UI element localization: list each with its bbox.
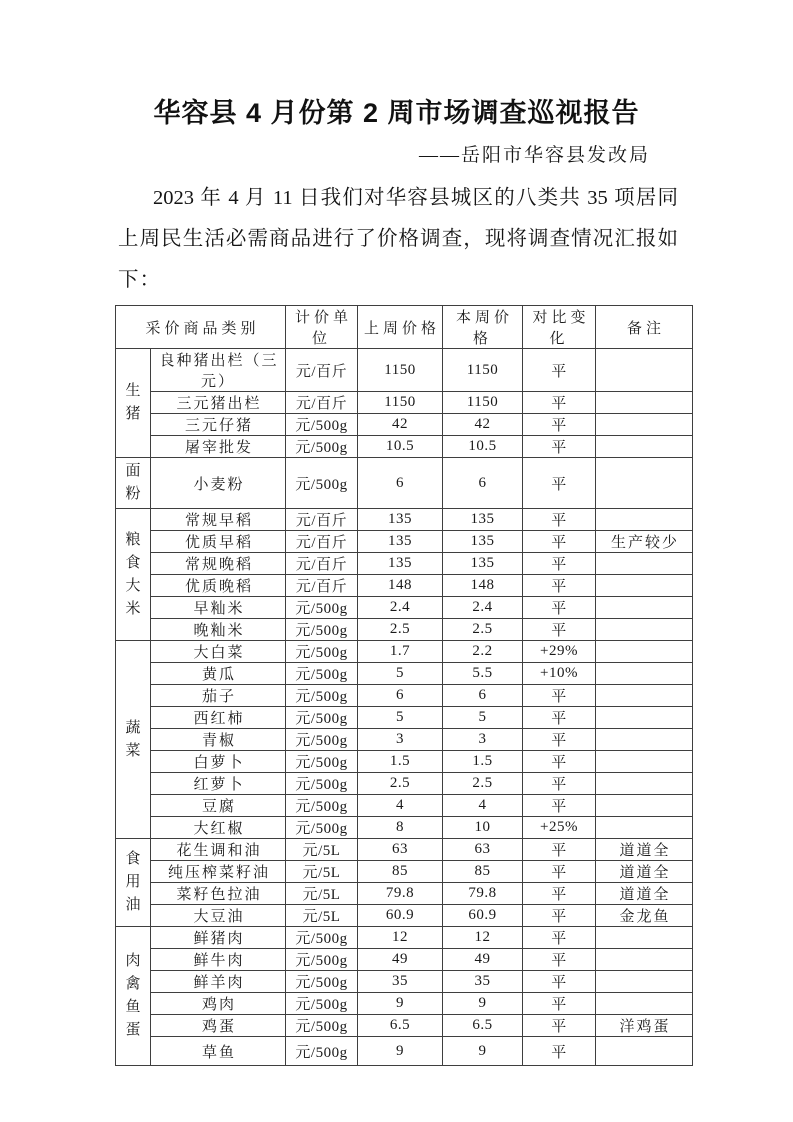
- unit-cell: 元/500g: [286, 597, 358, 619]
- unit-cell: 元/百斤: [286, 553, 358, 575]
- this-week-cell: 49: [443, 949, 523, 971]
- note-cell: [596, 949, 693, 971]
- note-cell: 洋鸡蛋: [596, 1015, 693, 1037]
- unit-cell: 元/500g: [286, 619, 358, 641]
- table-row: [116, 971, 693, 993]
- table-row: [116, 436, 693, 458]
- note-cell: [596, 575, 693, 597]
- category-cell: 肉 禽 鱼 蛋: [116, 927, 151, 1066]
- table-row: [116, 349, 693, 392]
- note-cell: 生产较少: [596, 531, 693, 553]
- unit-cell: 元/5L: [286, 861, 358, 883]
- this-week-cell: 85: [443, 861, 523, 883]
- last-week-cell: 35: [358, 971, 443, 993]
- last-week-cell: 9: [358, 993, 443, 1015]
- table-row: [116, 773, 693, 795]
- category-cell: 生 猪: [116, 349, 151, 458]
- table-row: [116, 993, 693, 1015]
- item-cell: 白萝卜: [151, 751, 286, 773]
- last-week-cell: 148: [358, 575, 443, 597]
- table-row: [116, 949, 693, 971]
- unit-cell: 元/500g: [286, 436, 358, 458]
- unit-cell: 元/百斤: [286, 531, 358, 553]
- change-cell: 平: [523, 905, 596, 927]
- table-row: [116, 795, 693, 817]
- unit-cell: 元/500g: [286, 458, 358, 509]
- this-week-cell: 12: [443, 927, 523, 949]
- item-cell: 鲜牛肉: [151, 949, 286, 971]
- note-cell: [596, 729, 693, 751]
- change-cell: 平: [523, 993, 596, 1015]
- table-row: [116, 458, 693, 509]
- last-week-cell: 63: [358, 839, 443, 861]
- this-week-cell: 148: [443, 575, 523, 597]
- price-table: [115, 305, 693, 1066]
- item-cell: 小麦粉: [151, 458, 286, 509]
- change-cell: 平: [523, 927, 596, 949]
- change-cell: 平: [523, 1037, 596, 1066]
- table-row: [116, 414, 693, 436]
- note-cell: [596, 349, 693, 392]
- change-cell: 平: [523, 619, 596, 641]
- table-row: [116, 751, 693, 773]
- item-cell: 常规晚稻: [151, 553, 286, 575]
- last-week-cell: 135: [358, 531, 443, 553]
- last-week-cell: 2.4: [358, 597, 443, 619]
- note-cell: [596, 414, 693, 436]
- note-cell: [596, 685, 693, 707]
- note-cell: [596, 751, 693, 773]
- unit-cell: 元/500g: [286, 663, 358, 685]
- change-cell: 平: [523, 509, 596, 531]
- last-week-cell: 79.8: [358, 883, 443, 905]
- last-week-cell: 4: [358, 795, 443, 817]
- table-row: [116, 707, 693, 729]
- note-cell: 道道全: [596, 839, 693, 861]
- note-cell: 道道全: [596, 861, 693, 883]
- last-week-cell: 10.5: [358, 436, 443, 458]
- item-cell: 豆腐: [151, 795, 286, 817]
- change-cell: 平: [523, 883, 596, 905]
- table-row: [116, 597, 693, 619]
- note-cell: [596, 641, 693, 663]
- item-cell: 常规早稻: [151, 509, 286, 531]
- item-cell: 鸡蛋: [151, 1015, 286, 1037]
- table-row: [116, 905, 693, 927]
- this-week-cell: 6: [443, 685, 523, 707]
- this-week-cell: 79.8: [443, 883, 523, 905]
- note-cell: [596, 509, 693, 531]
- this-week-cell: 2.5: [443, 773, 523, 795]
- this-week-cell: 6.5: [443, 1015, 523, 1037]
- this-week-cell: 35: [443, 971, 523, 993]
- body-line-2: 上周民生活必需商品进行了价格调查，现将调查情况汇报如: [118, 228, 678, 250]
- change-cell: 平: [523, 575, 596, 597]
- change-cell: 平: [523, 436, 596, 458]
- unit-cell: 元/500g: [286, 993, 358, 1015]
- change-cell: 平: [523, 597, 596, 619]
- unit-cell: 元/500g: [286, 641, 358, 663]
- note-cell: [596, 619, 693, 641]
- last-week-cell: 8: [358, 817, 443, 839]
- header-cell-change: 对比变化: [523, 306, 596, 349]
- last-week-cell: 6: [358, 685, 443, 707]
- unit-cell: 元/百斤: [286, 349, 358, 392]
- report-page: [0, 96, 793, 1122]
- change-cell: 平: [523, 707, 596, 729]
- header-cell-unit: 计价单位: [286, 306, 358, 349]
- unit-cell: 元/500g: [286, 685, 358, 707]
- item-cell: 大豆油: [151, 905, 286, 927]
- item-cell: 花生调和油: [151, 839, 286, 861]
- last-week-cell: 42: [358, 414, 443, 436]
- item-cell: 屠宰批发: [151, 436, 286, 458]
- change-cell: 平: [523, 1015, 596, 1037]
- body-line-3: 下：: [118, 269, 161, 291]
- note-cell: [596, 553, 693, 575]
- this-week-cell: 135: [443, 531, 523, 553]
- change-cell: +25%: [523, 817, 596, 839]
- change-cell: 平: [523, 729, 596, 751]
- table-row: [116, 927, 693, 949]
- unit-cell: 元/500g: [286, 971, 358, 993]
- note-cell: [596, 436, 693, 458]
- item-cell: 西红柿: [151, 707, 286, 729]
- this-week-cell: 1150: [443, 349, 523, 392]
- price-table-body: [116, 349, 693, 1066]
- byline: ——岳阳市华容县发改局: [418, 145, 650, 166]
- category-cell: 蔬 菜: [116, 641, 151, 839]
- this-week-cell: 60.9: [443, 905, 523, 927]
- change-cell: 平: [523, 795, 596, 817]
- last-week-cell: 5: [358, 663, 443, 685]
- last-week-cell: 6.5: [358, 1015, 443, 1037]
- table-row: [116, 509, 693, 531]
- item-cell: 黄瓜: [151, 663, 286, 685]
- unit-cell: 元/500g: [286, 927, 358, 949]
- table-row: [116, 531, 693, 553]
- change-cell: 平: [523, 414, 596, 436]
- note-cell: [596, 663, 693, 685]
- last-week-cell: 1.5: [358, 751, 443, 773]
- item-cell: 大红椒: [151, 817, 286, 839]
- last-week-cell: 60.9: [358, 905, 443, 927]
- change-cell: 平: [523, 349, 596, 392]
- note-cell: [596, 707, 693, 729]
- this-week-cell: 5.5: [443, 663, 523, 685]
- note-cell: [596, 1037, 693, 1066]
- this-week-cell: 9: [443, 1037, 523, 1066]
- change-cell: 平: [523, 531, 596, 553]
- change-cell: 平: [523, 949, 596, 971]
- unit-cell: 元/500g: [286, 1037, 358, 1066]
- note-cell: 道道全: [596, 883, 693, 905]
- table-row: [116, 729, 693, 751]
- item-cell: 红萝卜: [151, 773, 286, 795]
- this-week-cell: 2.5: [443, 619, 523, 641]
- unit-cell: 元/500g: [286, 817, 358, 839]
- table-row: [116, 883, 693, 905]
- last-week-cell: 49: [358, 949, 443, 971]
- last-week-cell: 1.7: [358, 641, 443, 663]
- last-week-cell: 1150: [358, 392, 443, 414]
- last-week-cell: 135: [358, 509, 443, 531]
- item-cell: 鲜羊肉: [151, 971, 286, 993]
- item-cell: 大白菜: [151, 641, 286, 663]
- unit-cell: 元/500g: [286, 773, 358, 795]
- this-week-cell: 135: [443, 509, 523, 531]
- this-week-cell: 1150: [443, 392, 523, 414]
- last-week-cell: 3: [358, 729, 443, 751]
- this-week-cell: 135: [443, 553, 523, 575]
- change-cell: +10%: [523, 663, 596, 685]
- this-week-cell: 3: [443, 729, 523, 751]
- this-week-cell: 4: [443, 795, 523, 817]
- item-cell: 晚籼米: [151, 619, 286, 641]
- table-row: [116, 553, 693, 575]
- item-cell: 鸡肉: [151, 993, 286, 1015]
- unit-cell: 元/5L: [286, 905, 358, 927]
- category-cell: 食 用 油: [116, 839, 151, 927]
- header-cell-category: 采价商品类别: [116, 306, 286, 349]
- header-cell-this-week: 本周价格: [443, 306, 523, 349]
- last-week-cell: 6: [358, 458, 443, 509]
- unit-cell: 元/500g: [286, 414, 358, 436]
- unit-cell: 元/500g: [286, 707, 358, 729]
- unit-cell: 元/百斤: [286, 509, 358, 531]
- item-cell: 优质早稻: [151, 531, 286, 553]
- table-row: [116, 641, 693, 663]
- table-row: [116, 619, 693, 641]
- note-cell: [596, 993, 693, 1015]
- table-row: [116, 663, 693, 685]
- table-row: [116, 861, 693, 883]
- this-week-cell: 1.5: [443, 751, 523, 773]
- unit-cell: 元/5L: [286, 883, 358, 905]
- change-cell: 平: [523, 971, 596, 993]
- item-cell: 良种猪出栏（三元）: [151, 349, 286, 392]
- last-week-cell: 2.5: [358, 619, 443, 641]
- category-cell: 粮 食 大 米: [116, 509, 151, 641]
- unit-cell: 元/500g: [286, 1015, 358, 1037]
- unit-cell: 元/500g: [286, 729, 358, 751]
- table-row: [116, 1037, 693, 1066]
- item-cell: 优质晚稻: [151, 575, 286, 597]
- last-week-cell: 135: [358, 553, 443, 575]
- body-line-1: 2023 年 4 月 11 日我们对华容县城区的八类共 35 项居同: [153, 187, 678, 209]
- this-week-cell: 63: [443, 839, 523, 861]
- this-week-cell: 2.4: [443, 597, 523, 619]
- this-week-cell: 2.2: [443, 641, 523, 663]
- last-week-cell: 12: [358, 927, 443, 949]
- note-cell: [596, 458, 693, 509]
- item-cell: 三元猪出栏: [151, 392, 286, 414]
- note-cell: [596, 971, 693, 993]
- table-row: [116, 1015, 693, 1037]
- this-week-cell: 6: [443, 458, 523, 509]
- change-cell: 平: [523, 685, 596, 707]
- last-week-cell: 9: [358, 1037, 443, 1066]
- this-week-cell: 5: [443, 707, 523, 729]
- table-row: [116, 817, 693, 839]
- table-row: [116, 575, 693, 597]
- page-title: 华容县 4 月份第 2 周市场调查巡视报告: [153, 98, 640, 128]
- category-cell: 面 粉: [116, 458, 151, 509]
- this-week-cell: 10: [443, 817, 523, 839]
- this-week-cell: 9: [443, 993, 523, 1015]
- item-cell: 鲜猪肉: [151, 927, 286, 949]
- unit-cell: 元/百斤: [286, 392, 358, 414]
- item-cell: 早籼米: [151, 597, 286, 619]
- unit-cell: 元/百斤: [286, 575, 358, 597]
- unit-cell: 元/500g: [286, 751, 358, 773]
- item-cell: 三元仔猪: [151, 414, 286, 436]
- item-cell: 纯压榨菜籽油: [151, 861, 286, 883]
- this-week-cell: 10.5: [443, 436, 523, 458]
- item-cell: 青椒: [151, 729, 286, 751]
- change-cell: 平: [523, 839, 596, 861]
- change-cell: 平: [523, 553, 596, 575]
- unit-cell: 元/500g: [286, 795, 358, 817]
- change-cell: 平: [523, 773, 596, 795]
- note-cell: [596, 392, 693, 414]
- item-cell: 茄子: [151, 685, 286, 707]
- table-row: [116, 685, 693, 707]
- change-cell: 平: [523, 458, 596, 509]
- note-cell: [596, 927, 693, 949]
- last-week-cell: 5: [358, 707, 443, 729]
- note-cell: [596, 773, 693, 795]
- change-cell: 平: [523, 861, 596, 883]
- change-cell: +29%: [523, 641, 596, 663]
- unit-cell: 元/500g: [286, 949, 358, 971]
- header-cell-note: 备注: [596, 306, 693, 349]
- item-cell: 草鱼: [151, 1037, 286, 1066]
- last-week-cell: 2.5: [358, 773, 443, 795]
- table-row: [116, 392, 693, 414]
- item-cell: 菜籽色拉油: [151, 883, 286, 905]
- note-cell: [596, 817, 693, 839]
- note-cell: 金龙鱼: [596, 905, 693, 927]
- change-cell: 平: [523, 751, 596, 773]
- unit-cell: 元/5L: [286, 839, 358, 861]
- note-cell: [596, 597, 693, 619]
- header-cell-last-week: 上周价格: [358, 306, 443, 349]
- body-paragraph: [118, 178, 678, 301]
- table-row: [116, 839, 693, 861]
- this-week-cell: 42: [443, 414, 523, 436]
- table-header-row: [116, 306, 693, 349]
- change-cell: 平: [523, 392, 596, 414]
- last-week-cell: 85: [358, 861, 443, 883]
- note-cell: [596, 795, 693, 817]
- last-week-cell: 1150: [358, 349, 443, 392]
